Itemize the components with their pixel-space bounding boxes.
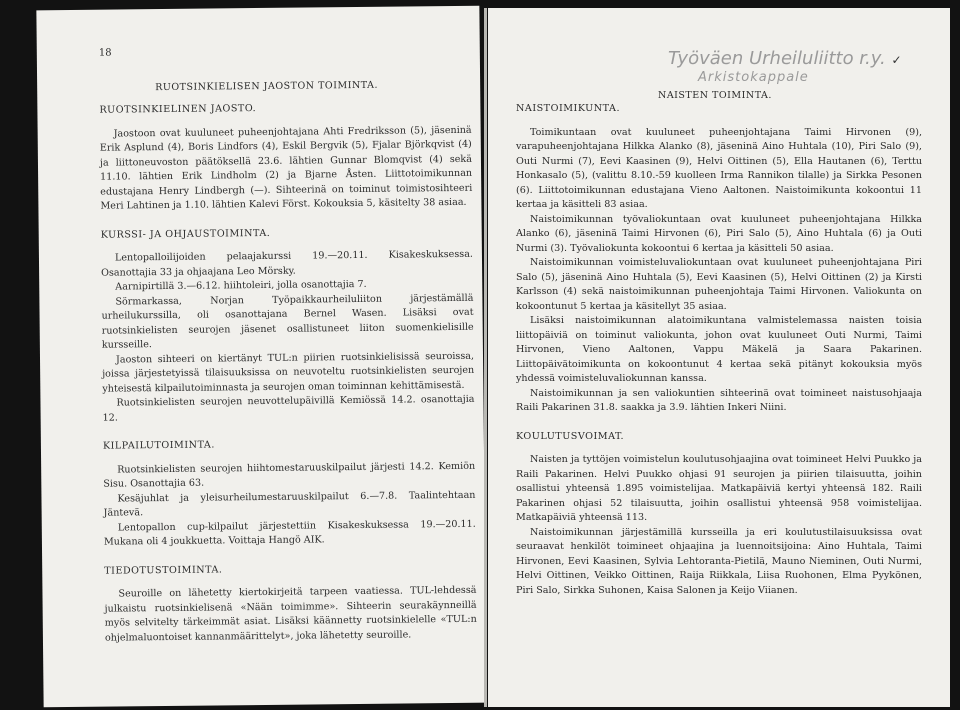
paragraph: Naistoimikunnan ja sen valiokuntien sihteerinä ovat toimineet naistusohjaaja Raili Pakarinen 31.8. saakka ja 3.9. lähtien Inkeri Niini. [516, 387, 922, 413]
paragraph: Ruotsinkielisten seurojen hiihtomestaruuskilpailut järjesti 14.2. Kemiön Sisu. Osanottajia 63. [103, 460, 476, 490]
right-text-column [516, 102, 922, 598]
section-heading: NAISTOIMIKUNTA. [516, 103, 621, 114]
page-number: 18 [98, 47, 112, 59]
book-spine [484, 8, 487, 707]
section-heading: KOULUTUSVOIMAT. [516, 430, 625, 442]
right-page [488, 8, 950, 707]
archive-stamp [668, 50, 902, 87]
running-head: RUOTSINKIELISEN JAOSTON TOIMINTA. [155, 79, 379, 94]
paragraph: Lisäksi naistoimikunnan alatoimikuntana valmistelemassa naisten toisia liittopäiviä on toiminut valiokunta, johon ovat kuuluneet Outi Nurmi, Taimi Hirvonen, Vieno Aaltonen, Vappu Mäkelä ja Saara Pakarinen. Liittopäivätoimikunta on kokoontunut 4 kertaa sekä pitänyt kokouksia myös yhdessä voimisteluvaliokunnan kanssa. [516, 315, 922, 384]
section-heading: RUOTSINKIELINEN JAOSTO. [99, 103, 257, 116]
paragraph: Naistoimikunnan työvaliokuntaan ovat kuuluneet puheenjohtajana Hilkka Alanko (6), jäseninä Taimi Hirvonen (6), Piri Salo (5), Aino Huhtala (6) ja Outi Nurmi (3). Työvaliokunta kokoontui 6 kertaa ja käsitteli 50 asiaa. [516, 213, 922, 254]
paragraph: Lentopalloilijoiden pelaajakurssi 19.—20.11. Kisakeskuksessa. Osanottajia 33 ja ohjaajana Leo Mörsky. [101, 248, 473, 279]
section-heading: KILPAILUTOIMINTA. [102, 439, 215, 452]
paragraph: Sörmarkassa, Norjan Työpaikkaurheiluliiton järjestämällä urheilukurssilla, oli osanottajana Bernel Wasen. Lisäksi ovat ruotsinkielisten seurojen jäsenet osallistuneet liiton suomenkielisille kursseille. [101, 292, 474, 351]
left-text-column [99, 100, 477, 646]
paragraph: Ruotsinkielisten seurojen neuvottelupäivillä Kemiössä 14.2. osanottajia 12. [102, 393, 475, 424]
paragraph: Naistoimikunnan voimisteluvaliokuntaan ovat kuuluneet puheenjohtajana Piri Salo (5), jäseninä Aino Huhtala (5), Eevi Kaasinen (5), Helvi Oittinen (2) ja Kirsti Karlsson (4) sekä naistoimikunnan puheenjohtaja Taimi Hirvonen. Valiokunta on kokoontunut 5 kertaa ja käsitellyt 35 asiaa. [516, 257, 922, 312]
paragraph: Jaostoon ovat kuuluneet puheenjohtajana Ahti Fredriksson (5), jäseninä Erik Asplund (4), Boris Lindfors (4), Eskil Bergvik (5), Fjalar Björkqvist (4) ja liittoneuvoston päätöksellä 23.6. lähtien Gunnar Blomqvist (4) sekä 11.10. lähtien Erik Lindholm (2) ja Bjarne Åsten. Liittotoimikunnan edustajana Henry Lindbergh (—). Sihteerinä on toiminut toimistosihteeri Meri Lahtinen ja 1.10. lähtien Kalevi Först. Kokouksia 5, käsitelty 38 asiaa. [99, 124, 473, 212]
check-mark-icon: ✓ [891, 53, 902, 67]
left-page [36, 6, 486, 708]
paragraph: Jaoston sihteeri on kiertänyt TUL:n piirien ruotsinkielisissä seuroissa, joissa järjestetyissä tilaisuuksissa on neuvoteltu ruotsinkielisten seurojen yhteisestä kilpailutoiminnasta ja seurojen oman toiminnan kehittämisestä. [102, 350, 475, 395]
running-head: NAISTEN TOIMINTA. [658, 90, 772, 101]
section-heading: TIEDOTUSTOIMINTA. [104, 563, 223, 577]
paragraph: Naistoimikunnan järjestämillä kursseilla ja eri koulutustilaisuuksissa ovat seuraavat henkilöt toimineet ohjaajina ja luennoitsijoina: Aino Huhtala, Taimi Hirvonen, Eevi Kaasinen, Sylvia Lehtoranta-Pietilä, Mauno Nieminen, Outi Nurmi, Helvi Oittinen, Veikko Oittinen, Raija Riikkala, Liisa Ruohonen, Elma Pyykönen, Piri Salo, Sirkka Suhonen, Kaisa Salonen ja Keijo Viianen. [516, 526, 922, 596]
paragraph: Toimikuntaan ovat kuuluneet puheenjohtajana Taimi Hirvonen (9), varapuheenjohtajana Hilkka Alanko (8), jäseninä Aino Huhtala (10), Piri Salo (9), Outi Nurmi (7), Eevi Kaasinen (9), Helvi Oittinen (5), Ella Hautanen (6), Terttu Honkasalo (5), (valittu 8.10.-59 kuolleen Irma Rannikon tilalle) ja Sirkka Pesonen (6). Liittotoimikunnan edustajana Vieno Aaltonen. Naistoimikunta kokoontui 11 kertaa ja käsitteli 83 asiaa. [516, 126, 922, 210]
paragraph: Lentopallon cup-kilpailut järjestettiin Kisakeskuksessa 19.—20.11. Mukana oli 4 joukkuetta. Voittaja Hangö AIK. [103, 518, 476, 548]
paragraph: Seuroille on lähetetty kiertokirjeitä tarpeen vaatiessa. TUL-lehdessä julkaistu ruotsinkielisenä «Nään toimimme». Sihteerin seurakäynneillä myös selvitelty tärkeimmät asiat. Lisäksi käännetty ruotsinkielelle «TUL:n ohjelmaluontoiset kannanmäärittelyt», joka lähetetty seuroille. [104, 584, 477, 644]
paragraph: Aarnipirtillä 3.—6.12. hiihtoleiri, jolla osanottajia 7. [115, 278, 367, 293]
paragraph: Naisten ja tyttöjen voimistelun koulutusohjaajina ovat toimineet Helvi Puukko ja Raili Pakarinen. Helvi Puukko ohjasi 91 seurojen ja piirien tilaisuutta, joihin osallistui yhteensä 1.895 voimistelijaa. Matkapäiviä kertyi yhteensä 182. Raili Pakarinen ohjasi 52 tilaisuutta, joihin osallistui yhteensä 958 voimistelijaa. Matkapäiviä yhteensä 113. [516, 454, 922, 523]
section-heading: KURSSI- JA OHJAUSTOIMINTA. [100, 227, 271, 241]
paragraph: Kesäjuhlat ja yleisurheilumestaruuskilpailut 6.—7.8. Taalintehtaan Jäntevä. [103, 489, 476, 519]
stamp-subtext: Arkistokappale [698, 70, 809, 85]
stamp-text: Työväen Urheiluliitto r.y. [668, 48, 886, 69]
